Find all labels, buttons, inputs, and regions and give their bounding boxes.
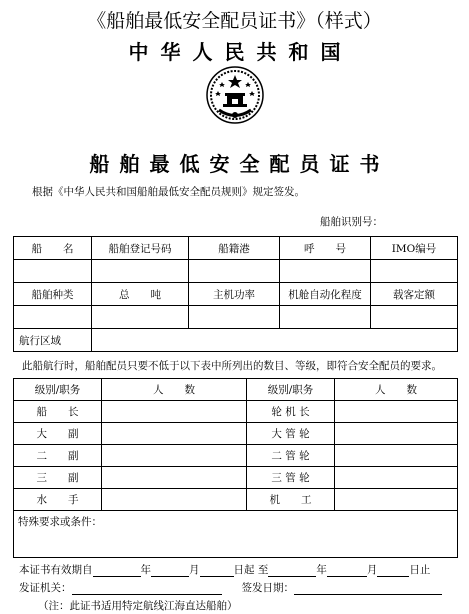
validity-from-month-label: 月 [189, 564, 200, 576]
ship-name-value[interactable] [14, 260, 92, 283]
ship-particulars-value-row-2 [14, 306, 458, 329]
count-third-officer[interactable] [102, 467, 247, 489]
national-emblem-icon [205, 65, 265, 125]
call-sign-label: 呼 号 [280, 237, 371, 260]
rank-header-left: 级别/职务 [14, 379, 102, 401]
ship-particulars-header-row-1 [14, 237, 458, 260]
main-engine-power-value[interactable] [189, 306, 280, 329]
gross-tonnage-value[interactable] [92, 306, 189, 329]
country-name: 中华人民共和国 [128, 40, 353, 64]
count-second-engineer[interactable] [335, 423, 458, 445]
issuing-authority-field[interactable] [72, 583, 222, 595]
rank-header-right: 级别/职务 [247, 379, 335, 401]
imo-number-label: IMO编号 [371, 237, 458, 260]
crew-table-row [14, 401, 458, 423]
validity-from-month-field[interactable] [151, 565, 189, 577]
passenger-capacity-label: 载客定额 [371, 283, 458, 306]
crew-manning-table [13, 378, 458, 558]
issue-date-field[interactable] [294, 583, 442, 595]
count-second-officer[interactable] [102, 445, 247, 467]
rank-fourth-engineer: 三 管 轮 [247, 467, 335, 489]
count-third-engineer[interactable] [335, 445, 458, 467]
ship-type-label: 船舶种类 [14, 283, 92, 306]
special-requirements-row [14, 511, 458, 558]
validity-to-month-field[interactable] [327, 565, 367, 577]
validity-to-year-label: 年 [316, 564, 327, 576]
navigation-area-row [14, 329, 458, 352]
port-of-registry-value[interactable] [189, 260, 280, 283]
validity-from-day-field[interactable] [200, 565, 234, 577]
rank-motorman: 机 工 [247, 489, 335, 511]
main-engine-power-label: 主机功率 [189, 283, 280, 306]
special-requirements-label: 特殊要求或条件： [18, 516, 102, 528]
count-master[interactable] [102, 401, 247, 423]
count-header-left: 人 数 [102, 379, 247, 401]
ship-type-value[interactable] [14, 306, 92, 329]
ship-particulars-table [13, 236, 458, 352]
validity-from-year-label: 年 [140, 564, 151, 576]
rank-third-engineer: 二 管 轮 [247, 445, 335, 467]
registration-number-value[interactable] [92, 260, 189, 283]
imo-number-value[interactable] [371, 260, 458, 283]
rank-second-officer: 二 副 [14, 445, 102, 467]
validity-to-day-field[interactable] [377, 565, 409, 577]
issuer-line [19, 580, 442, 595]
ship-particulars-value-row-1 [14, 260, 458, 283]
crew-table-row [14, 445, 458, 467]
validity-prefix: 本证书有效期自 [19, 564, 93, 576]
ship-name-label: 船 名 [14, 237, 92, 260]
navigation-area-value[interactable] [92, 329, 458, 352]
count-chief-engineer[interactable] [335, 401, 458, 423]
manning-intro-text: 此船航行时，船舶配员只要不低于以下表中所列出的数目、等级，即符合安全配员的要求。 [22, 360, 442, 372]
validity-to-month-label: 月 [366, 564, 378, 576]
ship-id-label: 船舶识别号： [320, 216, 383, 228]
crew-table-row [14, 423, 458, 445]
registration-number-label: 船舶登记号码 [92, 237, 189, 260]
engine-room-automation-value[interactable] [280, 306, 371, 329]
crew-table-row [14, 467, 458, 489]
rank-chief-officer: 大 副 [14, 423, 102, 445]
count-fourth-engineer[interactable] [335, 467, 458, 489]
count-chief-officer[interactable] [102, 423, 247, 445]
document-header-title: 《船舶最低安全配员证书》（样式） [87, 10, 382, 32]
validity-to-year-field[interactable] [268, 565, 316, 577]
call-sign-value[interactable] [280, 260, 371, 283]
validity-from-year-field[interactable] [93, 565, 141, 577]
engine-room-automation-label: 机舱自动化程度 [280, 283, 371, 306]
gross-tonnage-label: 总 吨 [92, 283, 189, 306]
rank-chief-engineer: 轮 机 长 [247, 401, 335, 423]
count-header-right: 人 数 [335, 379, 458, 401]
navigation-area-label: 航行区域 [14, 329, 92, 352]
issue-date-label: 签发日期： [241, 582, 294, 594]
validity-to-day-label: 日止 [409, 564, 431, 576]
issuing-authority-label: 发证机关： [19, 582, 72, 594]
passenger-capacity-value[interactable] [371, 306, 458, 329]
count-motorman[interactable] [335, 489, 458, 511]
crew-table-header-row [14, 379, 458, 401]
validity-from-day-label: 日起 至 [233, 564, 269, 576]
port-of-registry-label: 船籍港 [189, 237, 280, 260]
rank-seaman: 水 手 [14, 489, 102, 511]
certificate-title: 船舶最低安全配员证书 [89, 152, 390, 176]
rank-master: 船 长 [14, 401, 102, 423]
rank-third-officer: 三 副 [14, 467, 102, 489]
special-requirements-field[interactable] [14, 511, 458, 558]
footnote-text: （注：此证书适用特定航线江海直达船舶） [38, 600, 238, 612]
rank-second-engineer: 大 管 轮 [247, 423, 335, 445]
basis-text: 根据《中华人民共和国船舶最低安全配员规则》规定签发。 [32, 186, 305, 198]
count-seaman[interactable] [102, 489, 247, 511]
crew-table-row [14, 489, 458, 511]
ship-particulars-header-row-2 [14, 283, 458, 306]
validity-period-line [19, 562, 430, 577]
